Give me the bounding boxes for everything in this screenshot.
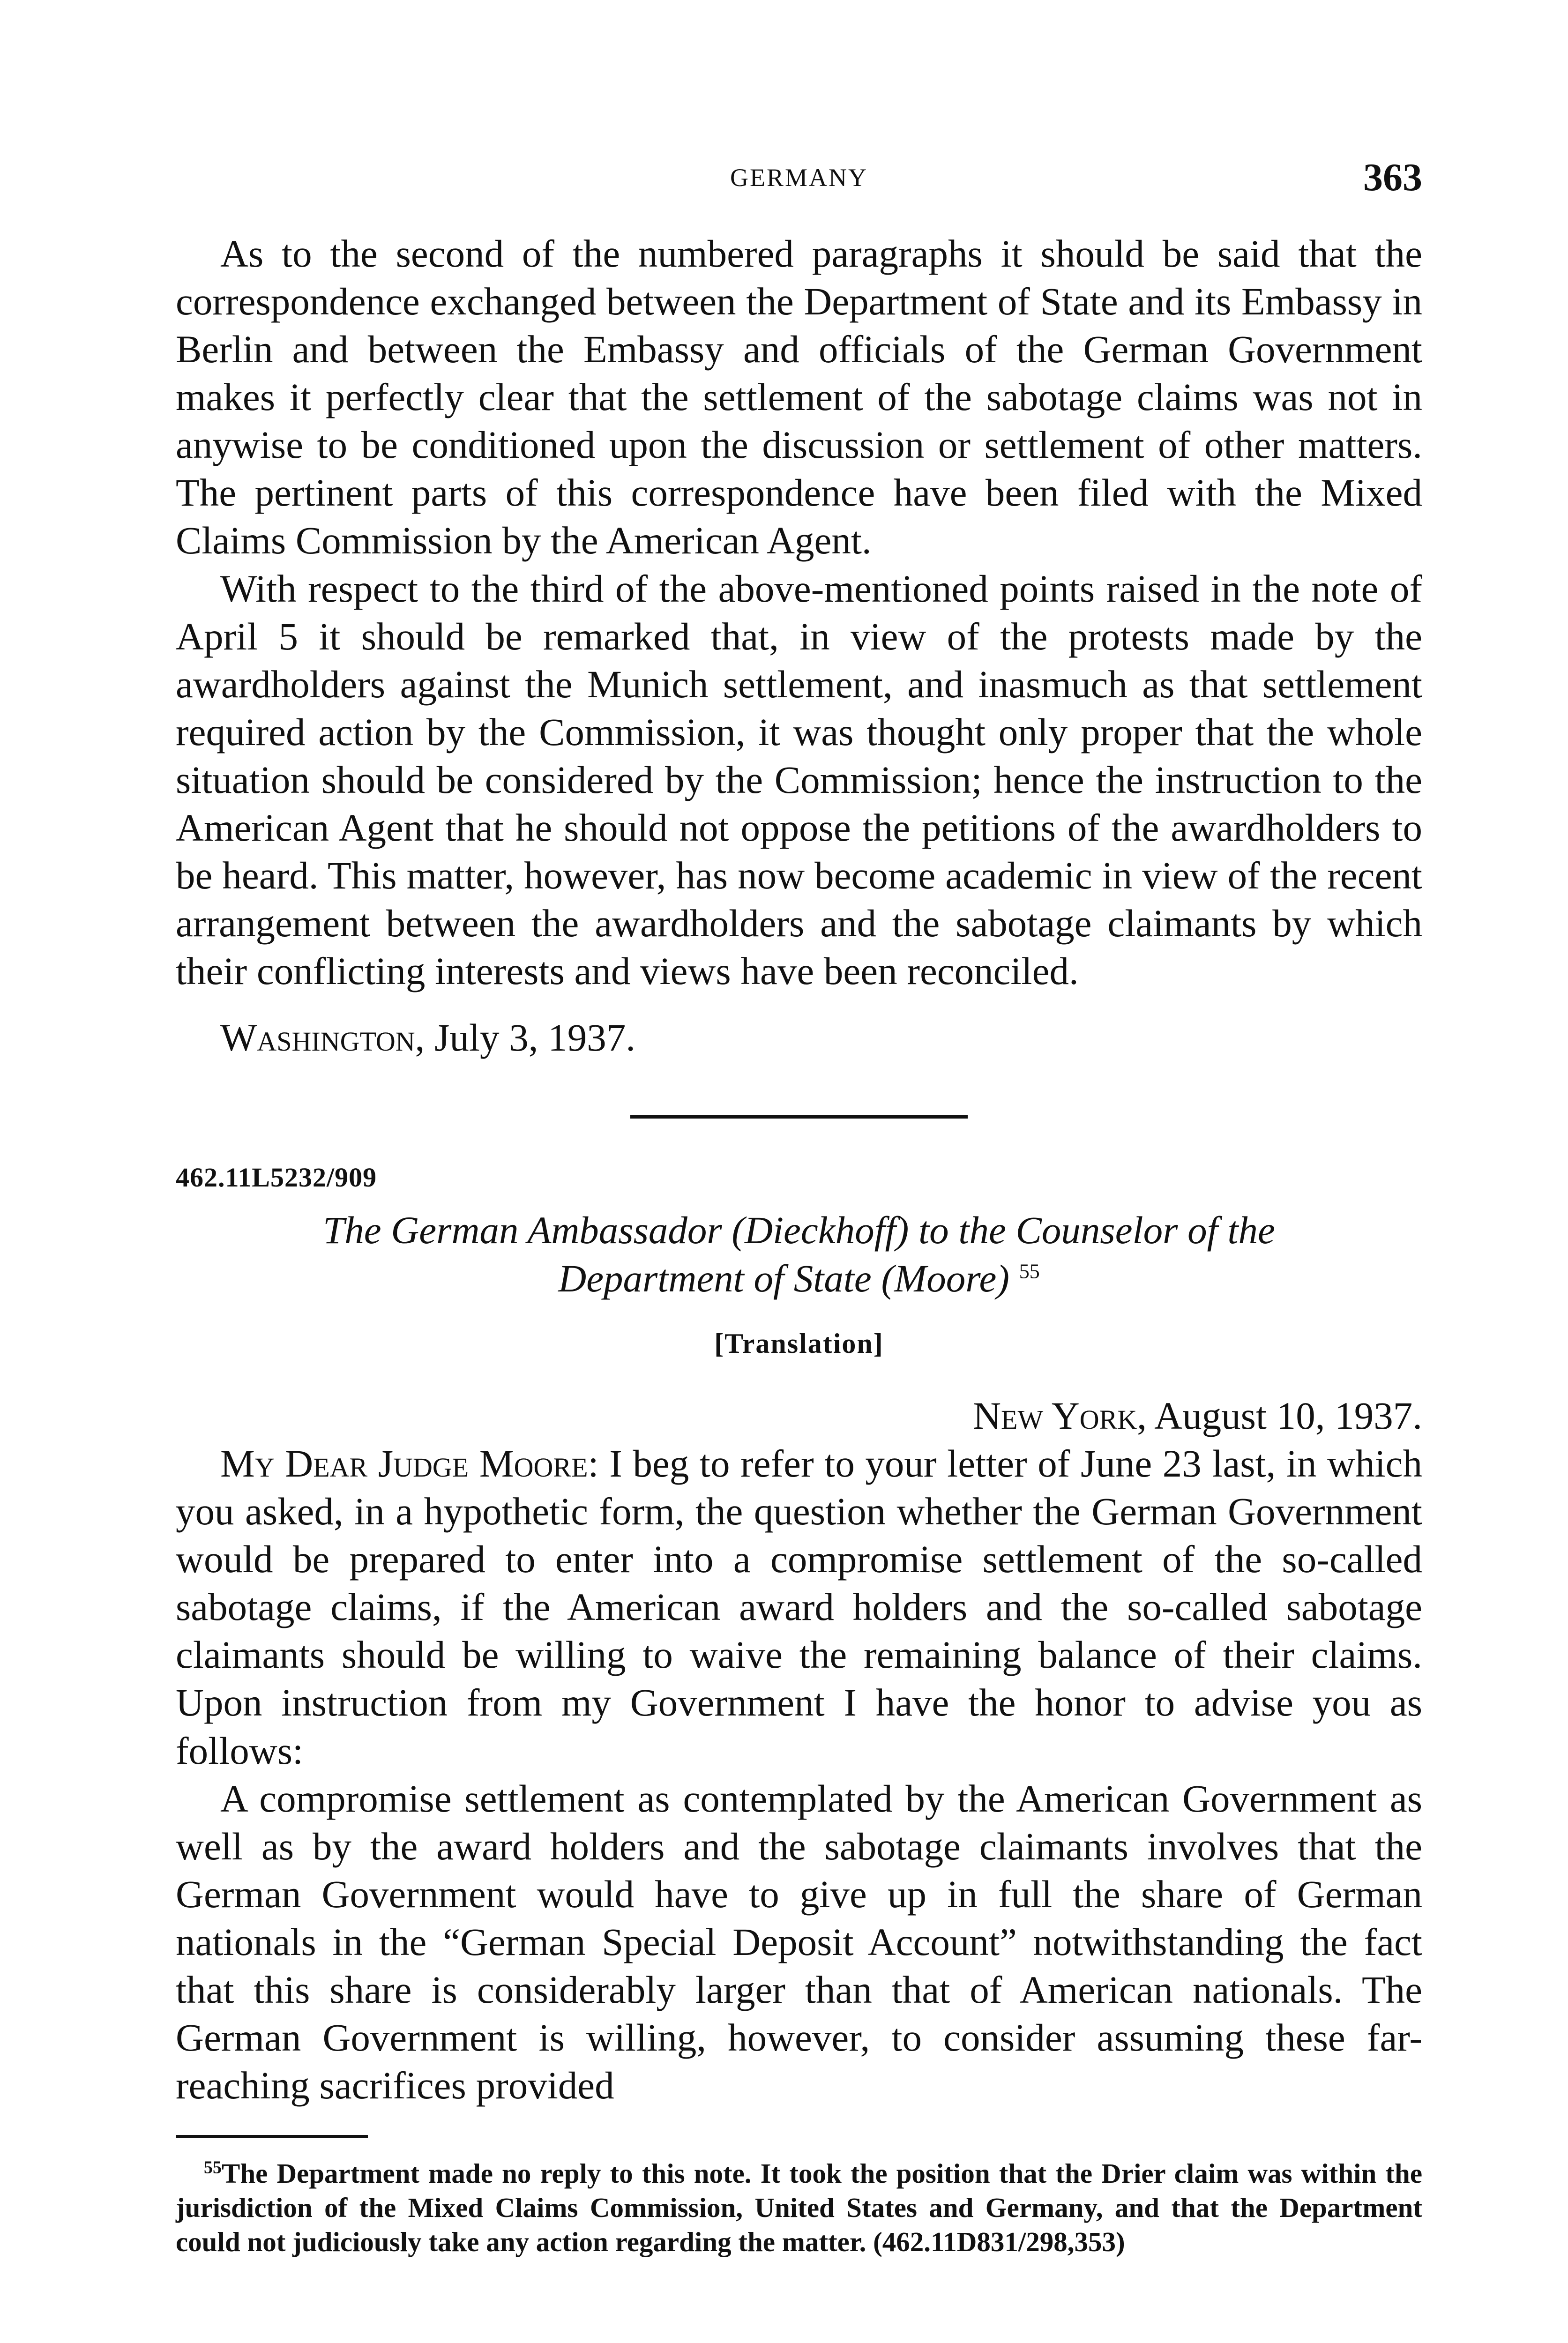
letter-place: New York <box>973 1394 1137 1437</box>
translation-label: [Translation] <box>714 1328 884 1359</box>
letter-compromise-paragraph: A compromise settlement as contemplated by the American Government as well as by the award holders and the sabotage claimants involves that the German Government would have to give up in full the share of German nationals in the “German Special Deposit Account” notwithstanding the fact that this share is considerably larger than that of American nationals. The German Government is willing, however, to consider assuming these far-reaching sacrifices provided <box>176 1776 1422 2107</box>
page-header <box>176 155 1422 206</box>
title-line-1: The German Ambassador (Dieckhoff) to the Counselor of the <box>323 1208 1275 1252</box>
document-title <box>176 1206 1422 1304</box>
footnote-mark: 55 <box>204 2157 222 2178</box>
running-head: GERMANY <box>730 164 868 192</box>
paragraph-second-point: As to the second of the numbered paragraphs it should be said that the correspondence exchanged between the Department of State and its Embassy in Berlin and between the Embassy and officials of the German Government makes it perfectly clear that the settlement of the sabotage claims was not in anywise to be conditioned upon the discussion or settlement of other matters. The pertinent parts of this correspondence have been filed with the Mixed Claims Commission by the American Agent. <box>176 232 1422 562</box>
salutation-colon: : <box>588 1442 599 1485</box>
paragraph-third-point: With respect to the third of the above-mentioned points raised in the note of April 5 it should be remarked that, in view of the protests made by the awardholders against the Munich settlement, and inasmuch as that settlement required action by the Commission, it was thought only proper that the whole situation should be considered by the Commission; hence the instruction to the American Agent that he should not oppose the petitions of the awardholders to be heard. This matter, however, has now become academic in view of the recent arrangement between the awardholders and the sabotage claimants by which their conflicting interests and views have been reconciled. <box>176 567 1422 993</box>
footnote-reference: 55 <box>1019 1260 1040 1283</box>
dateline-date: , July 3, 1937. <box>415 1016 635 1060</box>
letter-opening-paragraph <box>176 1440 1422 1775</box>
letter-date: , August 10, 1937. <box>1137 1394 1422 1437</box>
opening-text: I beg to refer to your letter of June 23 last, in which you asked, in a hypothetic form, the question whether the German Government would be prepared to enter into a compromise settlement of the so-called sabotage claims, if the American award holders and the so-called sabotage claimants should be willing to waive the remaining balance of their claims. Upon instruction from my Government I have the honor to advise you as follows: <box>176 1442 1423 1772</box>
footnote <box>176 2156 1422 2259</box>
page-number: 363 <box>1363 156 1422 199</box>
body-text <box>176 230 1422 2260</box>
title-line-2 <box>176 1254 1422 1303</box>
title-line-2-text: Department of State (Moore) <box>558 1257 1009 1300</box>
dateline-washington <box>176 1014 1422 1061</box>
footnote-divider <box>176 2135 368 2138</box>
footnote-text: The Department made no reply to this note. It took the position that the Drier claim was within the jurisdiction of the Mixed Claims Commission, United States and Germany, and that the Department could not judiciously take any action regarding the matter. (462.11D831/298,353) <box>176 2158 1422 2258</box>
file-number: 462.11L5232/909 <box>176 1162 377 1193</box>
letter-place-date <box>176 1392 1422 1440</box>
dateline-place: Washington <box>220 1016 415 1060</box>
section-divider <box>630 1115 968 1119</box>
salutation: My Dear Judge Moore <box>220 1442 588 1485</box>
